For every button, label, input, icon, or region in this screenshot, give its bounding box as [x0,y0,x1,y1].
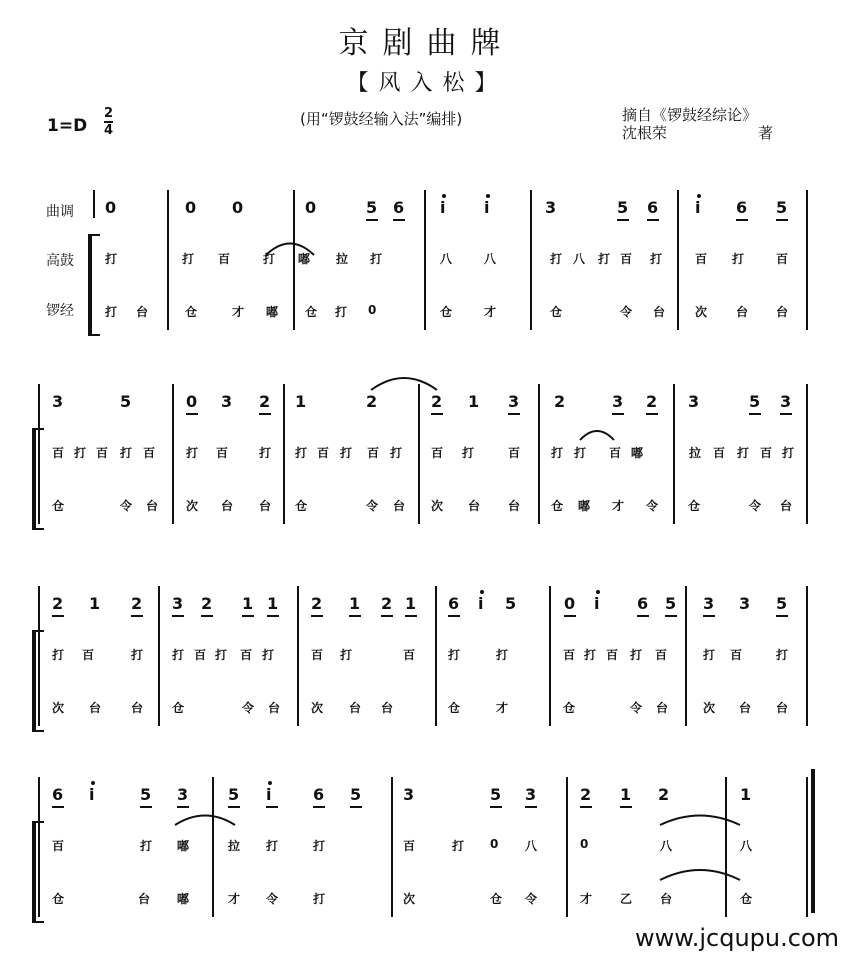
melody-note: 3 [688,392,700,411]
melody-note: 0 [305,198,317,217]
melody-note: 2 [259,392,271,411]
author-credit: 著 [758,124,774,142]
gong-syllable: 仓 [52,892,65,906]
drum-syllable: 打 [584,648,597,662]
drum-syllable: 打 [448,648,461,662]
gong-syllable: 乙 [620,892,633,906]
melody-note: 2 [52,594,64,613]
gong-syllable: 台 [776,305,789,319]
gong-syllable: 打 [105,305,118,319]
gong-syllable: 令 [630,701,643,715]
drum-syllable: 打 [172,648,185,662]
gong-syllable: 台 [381,701,394,715]
melody-note: i [594,594,600,613]
drum-syllable: 打 [105,252,118,266]
drum-syllable: 打 [732,252,745,266]
melody-note: 2 [431,392,443,411]
drum-syllable: 打 [550,252,563,266]
melody-note: 5 [366,198,378,217]
drum-syllable: 百 [609,446,622,460]
melody-note: 6 [52,785,64,804]
melody-note: 2 [201,594,213,613]
gong-syllable: 仓 [305,305,318,319]
drum-syllable: 百 [760,446,773,460]
drum-syllable: 打 [295,446,308,460]
gong-syllable: 台 [259,499,272,513]
drum-syllable: 百 [240,648,253,662]
melody-note: 1 [89,594,101,613]
drum-syllable: 百 [776,252,789,266]
melody-note: 6 [647,198,659,217]
drum-syllable: 打 [496,648,509,662]
gong-syllable: 台 [138,892,151,906]
source-note: 摘自《锣鼓经综论》 [622,106,758,124]
drum-syllable: 百 [655,648,668,662]
gong-syllable: 台 [660,892,673,906]
gong-syllable: 台 [221,499,234,513]
drum-syllable: 百 [367,446,380,460]
drum-syllable: 打 [74,446,87,460]
gong-syllable: 仓 [52,499,65,513]
melody-note: 2 [131,594,143,613]
melody-note: 5 [350,785,362,804]
drum-syllable: 打 [131,648,144,662]
drum-syllable: 打 [737,446,750,460]
drum-syllable: 拉 [689,446,702,460]
melody-note: 0 [105,198,117,217]
gong-syllable: 仓 [440,305,453,319]
melody-note: 1 [468,392,480,411]
melody-note: 2 [311,594,323,613]
gong-syllable: 令 [749,499,762,513]
melody-note: 3 [545,198,557,217]
melody-note: 2 [580,785,592,804]
drum-syllable: 百 [194,648,207,662]
drum-syllable: 百 [713,446,726,460]
melody-note: 3 [508,392,520,411]
drum-syllable: 百 [508,446,521,460]
gong-syllable: 令 [646,499,659,513]
gong-syllable: 仓 [563,701,576,715]
tie [660,870,740,880]
gong-syllable: 才 [232,305,245,319]
gong-syllable: 台 [268,701,281,715]
drum-syllable: 打 [598,252,611,266]
drum-syllable: 打 [462,446,475,460]
gong-syllable: 台 [780,499,793,513]
meter-denominator: 4 [104,123,114,138]
melody-note: 3 [221,392,233,411]
gong-syllable: 才 [484,305,497,319]
gong-syllable: 嘟 [177,892,190,906]
gong-syllable: 打 [313,892,326,906]
drum-syllable: 百 [216,446,229,460]
drum-syllable: 打 [313,839,326,853]
gong-syllable: 台 [136,305,149,319]
melody-note: 2 [381,594,393,613]
gong-syllable: 台 [656,701,669,715]
melody-note: 2 [658,785,670,804]
site-watermark: www.jcqupu.com [635,924,839,952]
melody-note: 0 [232,198,244,217]
drum-syllable: 打 [370,252,383,266]
drum-syllable: 0 [490,837,499,851]
melody-note: 3 [177,785,189,804]
method-note: (用“锣鼓经输入法”编排) [300,110,463,128]
drum-syllable: 打 [340,648,353,662]
gong-syllable: 台 [349,701,362,715]
drum-syllable: 八 [740,839,753,853]
gong-syllable: 次 [311,701,324,715]
gong-syllable: 0 [368,303,377,317]
melody-note: 3 [172,594,184,613]
melody-note: 5 [617,198,629,217]
gong-syllable: 令 [366,499,379,513]
gong-syllable: 仓 [740,892,753,906]
melody-note: 3 [703,594,715,613]
gong-syllable: 才 [580,892,593,906]
melody-note: 2 [646,392,658,411]
melody-note: 3 [780,392,792,411]
drum-syllable: 打 [650,252,663,266]
drum-syllable: 八 [484,252,497,266]
drum-syllable: 0 [580,837,589,851]
drum-syllable: 百 [218,252,231,266]
melody-note: 2 [366,392,378,411]
gong-syllable: 台 [146,499,159,513]
gong-syllable: 打 [335,305,348,319]
drum-syllable: 八 [660,839,673,853]
melody-note: 1 [349,594,361,613]
gong-syllable: 台 [653,305,666,319]
drum-syllable: 打 [390,446,403,460]
gong-syllable: 令 [120,499,133,513]
tie [175,816,235,826]
drum-syllable: 百 [52,839,65,853]
gong-syllable: 次 [52,701,65,715]
drum-syllable: 打 [630,648,643,662]
tie [266,244,314,256]
tune-name: 【风入松】 [346,71,507,96]
gong-syllable: 令 [242,701,255,715]
gong-syllable: 令 [525,892,538,906]
gong-syllable: 仓 [550,305,563,319]
melody-note: i [440,198,446,217]
drum-syllable: 百 [143,446,156,460]
gong-syllable: 仓 [490,892,503,906]
drum-syllable: 百 [403,648,416,662]
melody-note: 6 [637,594,649,613]
melody-note: 5 [120,392,132,411]
gong-syllable: 仓 [551,499,564,513]
melody-note: 1 [267,594,279,613]
melody-note: 0 [564,594,576,613]
drum-syllable: 打 [574,446,587,460]
drum-syllable: 百 [695,252,708,266]
melody-note: 5 [749,392,761,411]
melody-note: 0 [186,392,198,411]
melody-note: i [266,785,272,804]
gong-syllable: 次 [186,499,199,513]
drum-syllable: 百 [431,446,444,460]
drum-syllable: 打 [120,446,133,460]
drum-syllable: 打 [215,648,228,662]
melody-note: 5 [140,785,152,804]
gong-syllable: 仓 [295,499,308,513]
melody-note: 5 [228,785,240,804]
gong-syllable: 台 [739,701,752,715]
melody-note: 3 [612,392,624,411]
drum-syllable: 嘟 [298,252,311,266]
author-name: 沈根荣 [622,124,668,142]
melody-note: i [478,594,484,613]
key-signature: 1=D [47,116,88,136]
drum-syllable: 打 [263,252,276,266]
drum-syllable: 八 [525,839,538,853]
tie [580,431,614,440]
drum-syllable: 打 [52,648,65,662]
drum-syllable: 百 [311,648,324,662]
gong-syllable: 台 [393,499,406,513]
drum-syllable: 打 [186,446,199,460]
drum-syllable: 百 [563,648,576,662]
melody-note: i [89,785,95,804]
melody-note: 5 [490,785,502,804]
melody-note: 1 [405,594,417,613]
gong-syllable: 仓 [185,305,198,319]
drum-syllable: 打 [703,648,716,662]
gong-syllable: 次 [703,701,716,715]
tie [660,816,740,826]
melody-note: 3 [739,594,751,613]
drum-syllable: 打 [259,446,272,460]
drum-syllable: 八 [573,252,586,266]
drum-syllable: 百 [82,648,95,662]
drum-syllable: 百 [96,446,109,460]
melody-note: 5 [776,594,788,613]
melody-note: 6 [313,785,325,804]
melody-note: i [484,198,490,217]
meter-numerator: 2 [104,106,114,121]
gong-syllable: 令 [266,892,279,906]
tie [371,378,437,390]
drum-syllable: 拉 [336,252,349,266]
gong-syllable: 才 [612,499,625,513]
gong-syllable: 才 [496,701,509,715]
melody-note: 0 [185,198,197,217]
gong-syllable: 台 [131,701,144,715]
gong-syllable: 仓 [172,701,185,715]
drum-syllable: 打 [140,839,153,853]
gong-syllable: 嘟 [266,305,279,319]
drum-syllable: 拉 [228,839,241,853]
drum-syllable: 八 [440,252,453,266]
drum-syllable: 百 [317,446,330,460]
gong-syllable: 台 [776,701,789,715]
drum-syllable: 嘟 [177,839,190,853]
gong-syllable: 仓 [688,499,701,513]
melody-note: 1 [620,785,632,804]
drum-syllable: 打 [452,839,465,853]
melody-note: 1 [740,785,752,804]
row-label-melody: 曲调 [46,204,74,220]
drum-syllable: 打 [551,446,564,460]
drum-syllable: 打 [262,648,275,662]
melody-note: 6 [736,198,748,217]
row-label-gong: 锣经 [46,303,74,319]
melody-note: i [695,198,701,217]
page-title: 京剧曲牌 [338,26,515,61]
drum-syllable: 打 [340,446,353,460]
gong-syllable: 次 [403,892,416,906]
gong-syllable: 台 [508,499,521,513]
melody-note: 5 [665,594,677,613]
drum-syllable: 打 [782,446,795,460]
melody-note: 2 [554,392,566,411]
drum-syllable: 打 [776,648,789,662]
drum-syllable: 百 [403,839,416,853]
melody-note: 3 [525,785,537,804]
drum-syllable: 百 [620,252,633,266]
melody-note: 5 [505,594,517,613]
drum-syllable: 打 [266,839,279,853]
gong-syllable: 台 [736,305,749,319]
drum-syllable: 打 [182,252,195,266]
gong-syllable: 次 [431,499,444,513]
row-label-drum: 高鼓 [46,253,74,269]
melody-note: 6 [448,594,460,613]
melody-note: 5 [776,198,788,217]
gong-syllable: 才 [228,892,241,906]
gong-syllable: 台 [89,701,102,715]
gong-syllable: 台 [468,499,481,513]
melody-note: 3 [52,392,64,411]
melody-note: 1 [242,594,254,613]
gong-syllable: 令 [620,305,633,319]
drum-syllable: 百 [730,648,743,662]
drum-syllable: 百 [606,648,619,662]
drum-syllable: 嘟 [631,446,644,460]
melody-note: 3 [403,785,415,804]
melody-note: 1 [295,392,307,411]
drum-syllable: 百 [52,446,65,460]
gong-syllable: 嘟 [578,499,591,513]
melody-note: 6 [393,198,405,217]
gong-syllable: 次 [695,305,708,319]
gong-syllable: 仓 [448,701,461,715]
